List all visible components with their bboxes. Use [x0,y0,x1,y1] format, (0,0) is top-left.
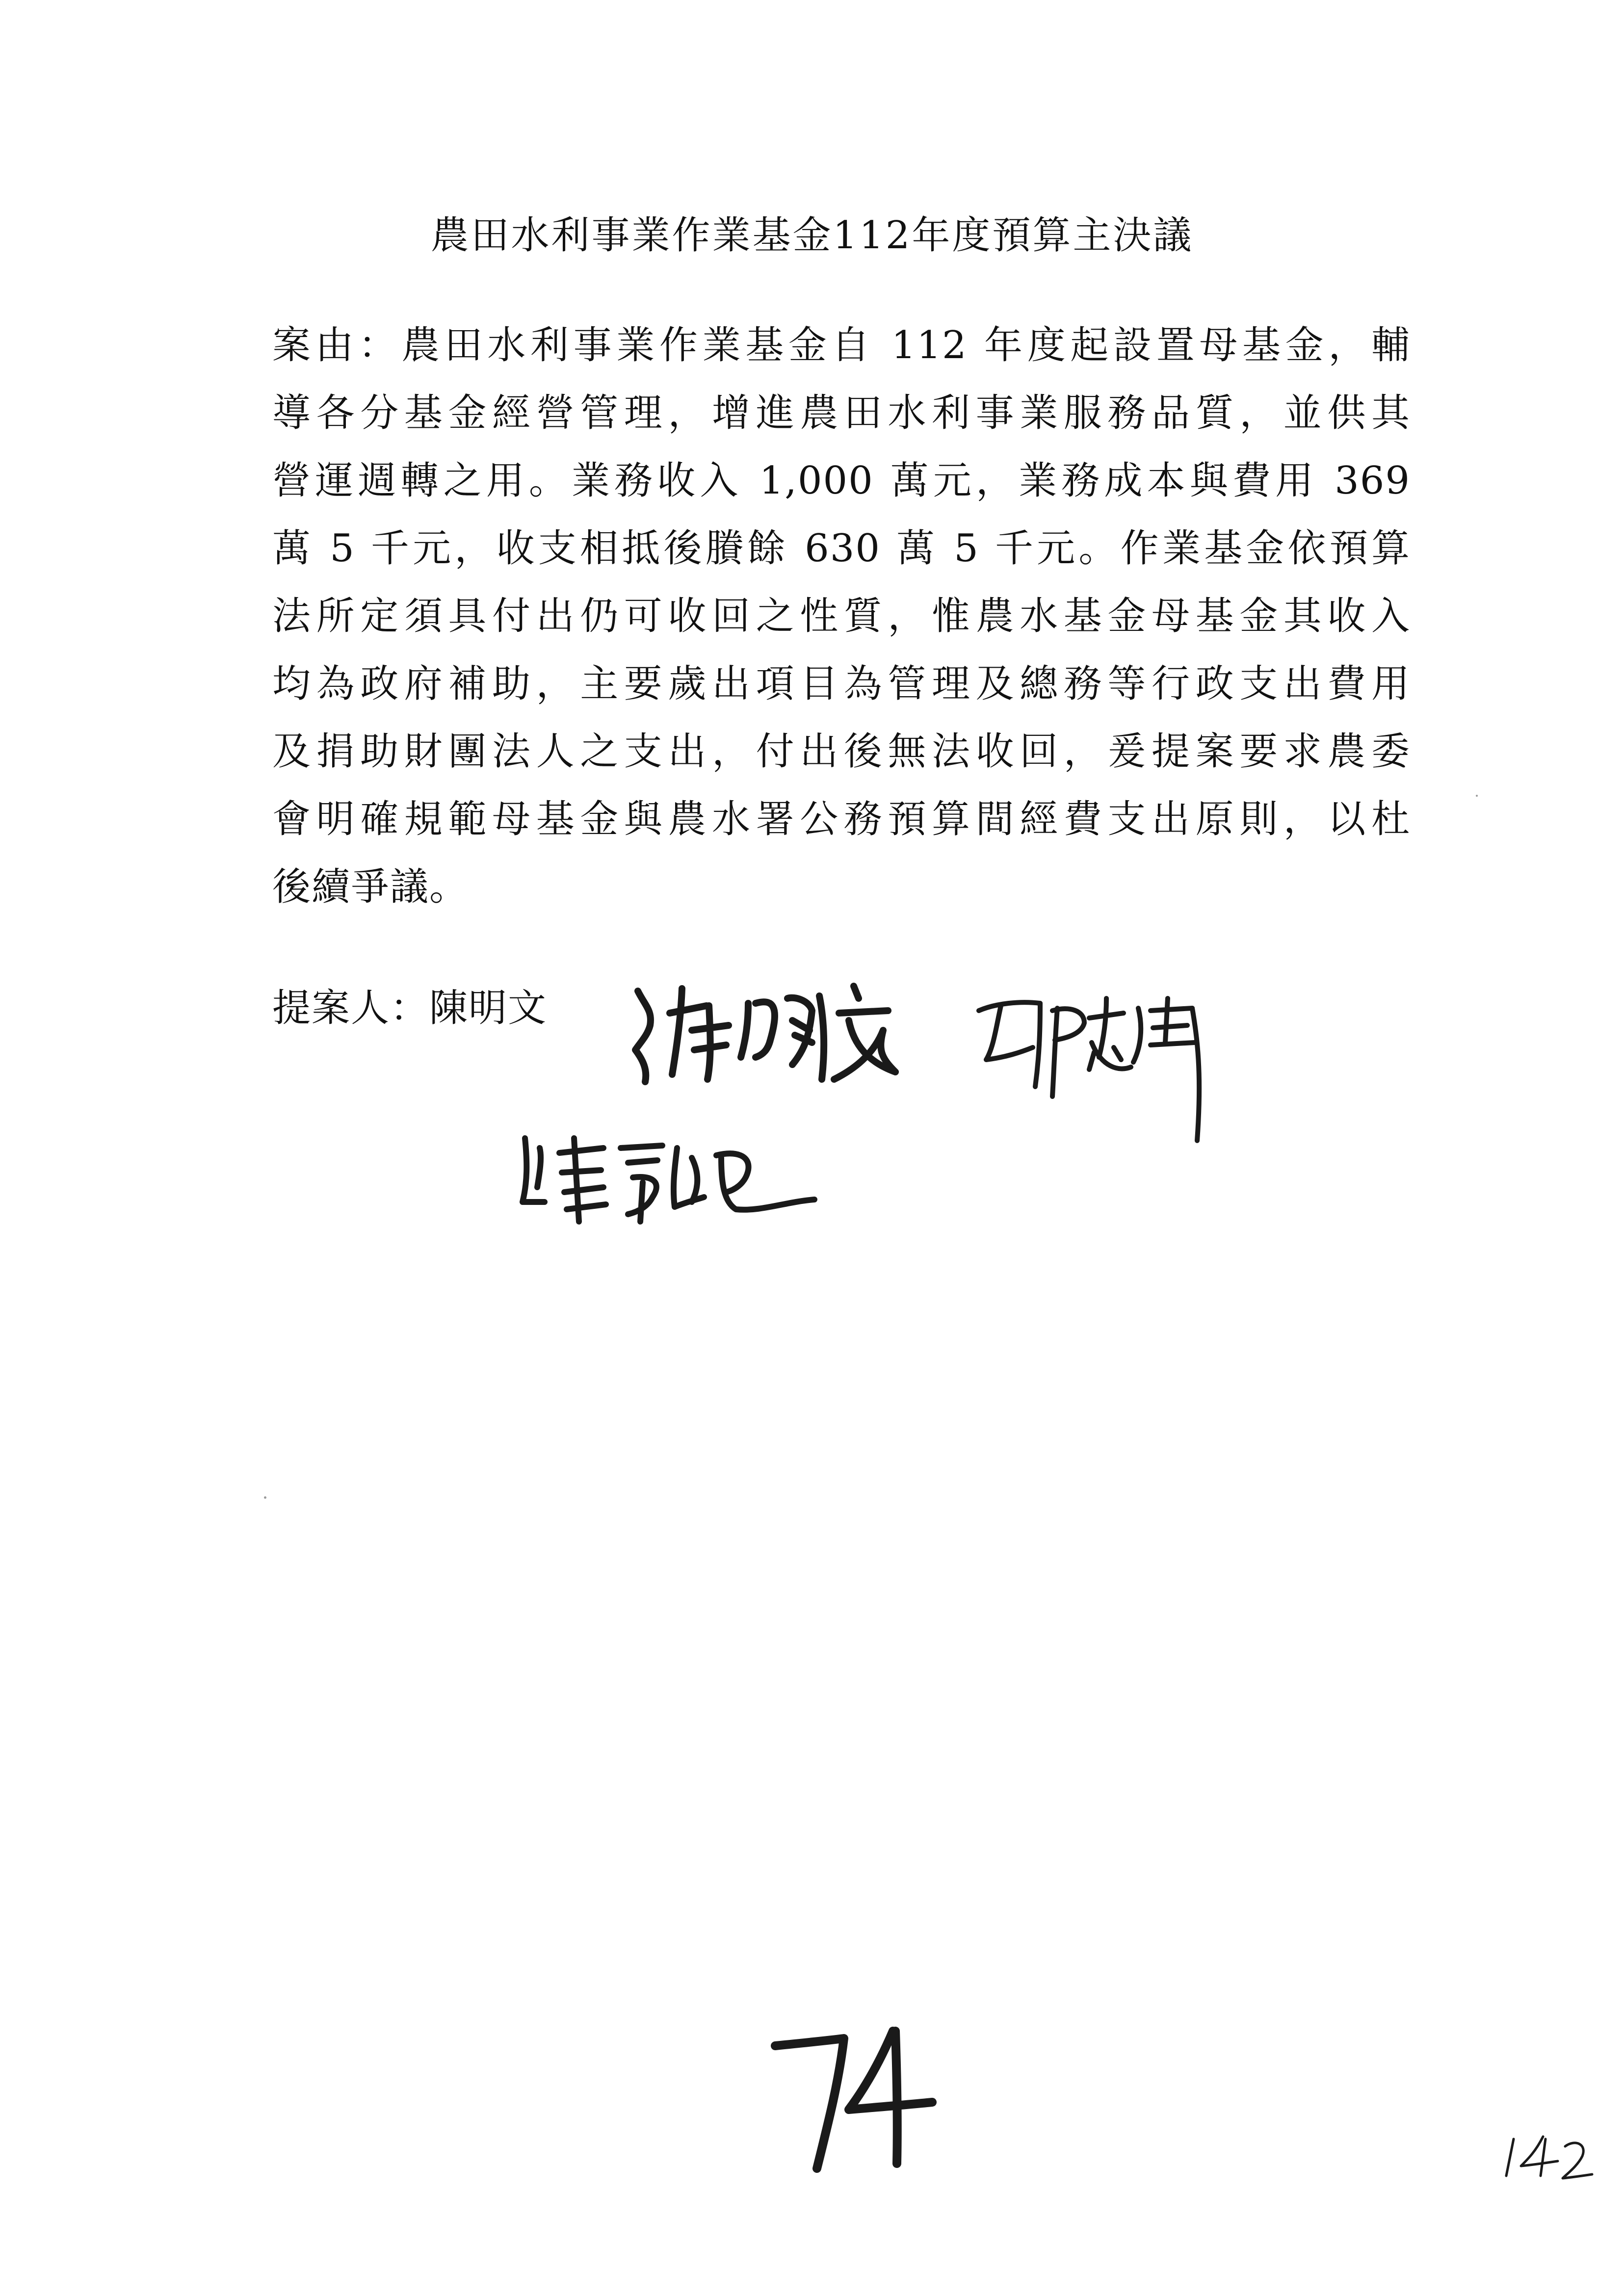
handwritten-signature-2 [967,989,1222,1146]
handwritten-signature-3 [505,1128,824,1226]
scan-speck [264,1496,266,1499]
scan-speck [1476,795,1478,797]
body-line: 萬 5 千元，收支相抵後賸餘 630 萬 5 千元。作業基金依預算 [272,526,1411,571]
handwritten-signature-1 [623,976,903,1089]
proposer-label: 提案人：陳明文 [272,986,548,1030]
body-line: 案由：農田水利事業作業基金自 112 年度起設置母基金，輔 [272,323,1411,367]
body-line: 法所定須具付出仍可收回之性質，惟農水基金母基金其收入 [272,594,1411,638]
document-title: 農田水利事業作業基金112年度預算主決議 [430,213,1194,258]
proposal-body [272,312,1411,921]
body-line: 會明確規範母基金與農水署公務預算間經費支出原則，以杜 [272,797,1411,841]
body-line: 營運週轉之用。業務收入 1,000 萬元，業務成本與費用 369 [272,459,1411,503]
body-line: 導各分基金經營管理，增進農田水利事業服務品質，並供其 [272,391,1411,435]
body-line: 及捐助財團法人之支出，付出後無法收回，爰提案要求農委 [272,730,1411,774]
handwritten-corner-number [1501,2129,1595,2183]
handwritten-page-number [765,2021,937,2178]
body-line: 均為政府補助，主要歲出項目為管理及總務等行政支出費用 [272,662,1411,706]
body-line: 後續爭議。 [272,865,469,909]
